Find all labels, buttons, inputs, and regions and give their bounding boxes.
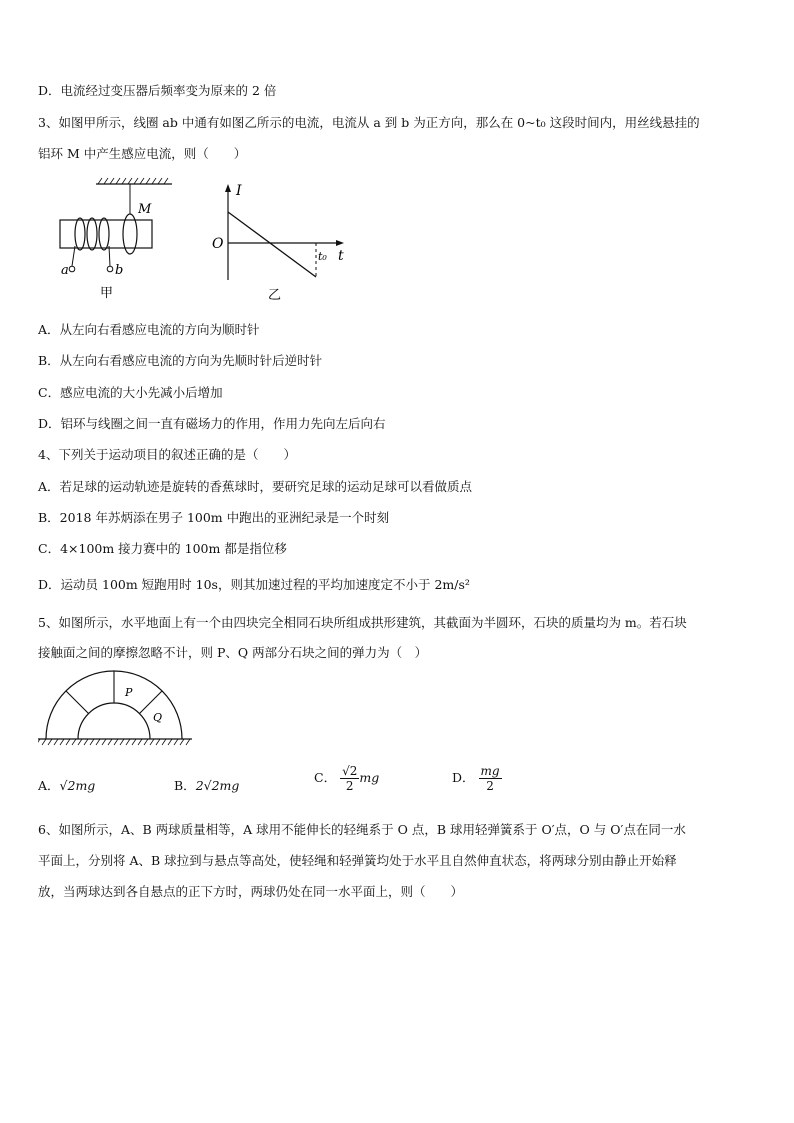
q5-option-b: B．2√2mg bbox=[174, 778, 240, 793]
label-o: O bbox=[212, 236, 224, 252]
q6-stem-line3: 放，当两球达到各自悬点的正下方时，两球仍处在同一水平面上，则（ ） bbox=[38, 884, 464, 899]
q3-option-b: B．从左向右看感应电流的方向为先顺时针后逆时针 bbox=[38, 353, 323, 368]
q2-option-d: D．电流经过变压器后频率变为原来的 2 倍 bbox=[38, 83, 277, 98]
q5-arch-figure bbox=[38, 670, 198, 748]
q3-stem-line1: 3、如图甲所示，线圈 ab 中通有如图乙所示的电流，电流从 a 到 b 为正方向，那么在 0~t₀ 这段时间内，用丝线悬挂的 bbox=[38, 115, 700, 130]
q5-option-d-fraction: $\frac{mg}{2}$ bbox=[480, 764, 500, 793]
label-q: Q bbox=[153, 711, 163, 724]
q5-option-b-expr: 2√2mg bbox=[195, 778, 240, 793]
q4-option-a: A．若足球的运动轨迹是旋转的香蕉球时，要研究足球的运动足球可以看做质点 bbox=[38, 479, 473, 494]
q4-option-d: D．运动员 100m 短跑用时 10s，则其加速过程的平均加速度定不小于 2m/s² bbox=[38, 577, 470, 592]
label-i: I bbox=[236, 183, 242, 199]
q4-option-b: B．2018 年苏炳添在男子 100m 中跑出的亚洲纪录是一个时刻 bbox=[38, 510, 390, 525]
caption-yi: 乙 bbox=[268, 288, 282, 303]
q3-option-d: D．铝环与线圈之间一直有磁场力的作用，作用力先向左后向右 bbox=[38, 416, 386, 431]
label-t: t bbox=[338, 248, 344, 264]
label-p: P bbox=[125, 686, 133, 699]
q5-option-d: D． $\frac{mg}{2}$ bbox=[452, 764, 500, 793]
q6-stem-line1: 6、如图所示，A、B 两球质量相等，A 球用不能伸长的轻绳系于 O 点，B 球用轻弹簧系于 O′点，O 与 O′点在同一水 bbox=[38, 822, 686, 837]
caption-jia: 甲 bbox=[100, 286, 114, 301]
q3-option-c: C．感应电流的大小先减小后增加 bbox=[38, 385, 223, 400]
q5-stem-line1: 5、如图所示，水平地面上有一个由四块完全相同石块所组成拱形建筑，其截面为半圆环，石块的质量均为 m。若石块 bbox=[38, 615, 687, 630]
q5-option-a: A．√2mg bbox=[38, 778, 96, 793]
q5-option-c: C． $\frac{√2}{2}$ mg bbox=[314, 764, 380, 793]
q5-option-a-expr: √2mg bbox=[59, 778, 96, 793]
label-t0: t₀ bbox=[318, 250, 327, 263]
q3-option-a: A．从左向右看感应电流的方向为顺时针 bbox=[38, 322, 260, 337]
label-a: a bbox=[61, 263, 69, 278]
q4-option-c: C．4×100m 接力赛中的 100m 都是指位移 bbox=[38, 541, 287, 556]
q5-stem-line2: 接触面之间的摩擦忽略不计，则 P、Q 两部分石块之间的弹力为（ ） bbox=[38, 645, 428, 660]
label-m: M bbox=[138, 202, 152, 217]
q6-stem-line2: 平面上，分别将 A、B 球拉到与悬点等高处，使轻绳和轻弹簧均处于水平且自然伸直状态，将两球分别由静止开始释 bbox=[38, 853, 677, 868]
q3-stem-line2: 铝环 M 中产生感应电流，则（ ） bbox=[38, 146, 247, 161]
label-b: b bbox=[115, 263, 124, 278]
q3-figure-jia bbox=[50, 176, 180, 304]
q3-figure-yi bbox=[206, 180, 356, 304]
q4-stem: 4、下列关于运动项目的叙述正确的是（ ） bbox=[38, 447, 296, 462]
q5-option-c-fraction: $\frac{√2}{2}$ bbox=[342, 764, 358, 793]
